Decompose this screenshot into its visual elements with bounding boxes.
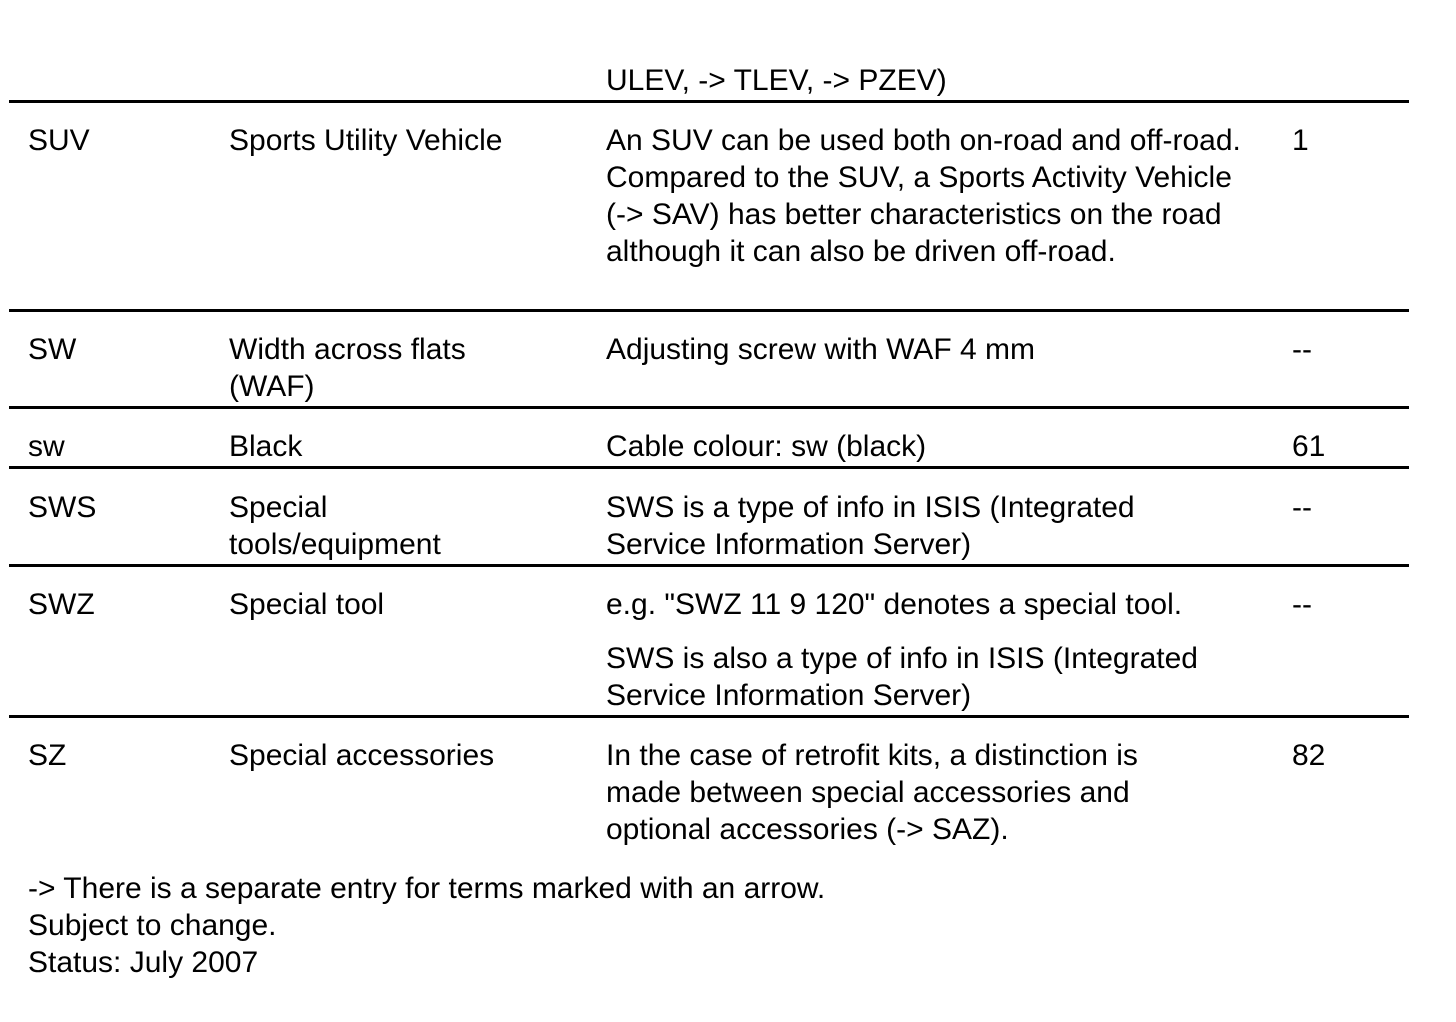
row-abbreviation: SWS bbox=[28, 491, 97, 524]
status-note: Status: July 2007 bbox=[28, 946, 259, 979]
description-paragraph: e.g. "SWZ 11 9 120" denotes a special tool. bbox=[606, 588, 1183, 621]
row-divider bbox=[9, 466, 1409, 469]
row-divider bbox=[9, 715, 1409, 718]
row-abbreviation: SW bbox=[28, 333, 77, 366]
row-term: Width across flats (WAF) bbox=[229, 333, 466, 403]
row-term: Special tools/equipment bbox=[229, 491, 441, 561]
row-term: Black bbox=[229, 430, 303, 463]
description-paragraph: SWS is a type of info in ISIS (Integrated Service Information Server) bbox=[606, 491, 1135, 561]
row-number: -- bbox=[1292, 491, 1312, 524]
row-description bbox=[606, 489, 1266, 563]
row-abbreviation: SZ bbox=[28, 739, 67, 772]
row-number: 1 bbox=[1292, 124, 1309, 157]
row-term: Special accessories bbox=[229, 739, 495, 772]
row-divider bbox=[9, 309, 1409, 312]
row-number: -- bbox=[1292, 333, 1312, 366]
description-paragraph: SWS is also a type of info in ISIS (Integrated Service Information Server) bbox=[606, 642, 1198, 712]
continued-description: ULEV, -> TLEV, -> PZEV) bbox=[606, 64, 947, 97]
arrow-note: -> There is a separate entry for terms marked with an arrow. bbox=[28, 872, 826, 905]
description-paragraph: In the case of retrofit kits, a distinction is made between special accessories and optional accessories (-> SAZ). bbox=[606, 739, 1138, 846]
row-abbreviation: SUV bbox=[28, 124, 90, 157]
row-description bbox=[606, 586, 1266, 714]
row-description bbox=[606, 331, 1266, 368]
row-divider bbox=[9, 406, 1409, 409]
row-term: Special tool bbox=[229, 588, 385, 621]
row-abbreviation: SWZ bbox=[28, 588, 95, 621]
row-abbreviation: sw bbox=[28, 430, 65, 463]
footer-notes bbox=[28, 870, 1328, 981]
description-paragraph: Adjusting screw with WAF 4 mm bbox=[606, 333, 1035, 366]
row-number: 61 bbox=[1292, 430, 1326, 463]
row-description bbox=[606, 428, 1266, 465]
row-number: 82 bbox=[1292, 739, 1326, 772]
change-note: Subject to change. bbox=[28, 909, 277, 942]
description-paragraph: An SUV can be used both on-road and off-road. Compared to the SUV, a Sports Activity Vehicle (-> SAV) has better characteristics on the road although it can also be driven off-road. bbox=[606, 124, 1241, 268]
row-description bbox=[606, 737, 1266, 848]
row-term: Sports Utility Vehicle bbox=[229, 124, 503, 157]
row-description bbox=[606, 122, 1266, 270]
description-paragraph: Cable colour: sw (black) bbox=[606, 430, 927, 463]
row-number: -- bbox=[1292, 588, 1312, 621]
row-divider bbox=[9, 100, 1409, 103]
row-divider bbox=[9, 564, 1409, 567]
